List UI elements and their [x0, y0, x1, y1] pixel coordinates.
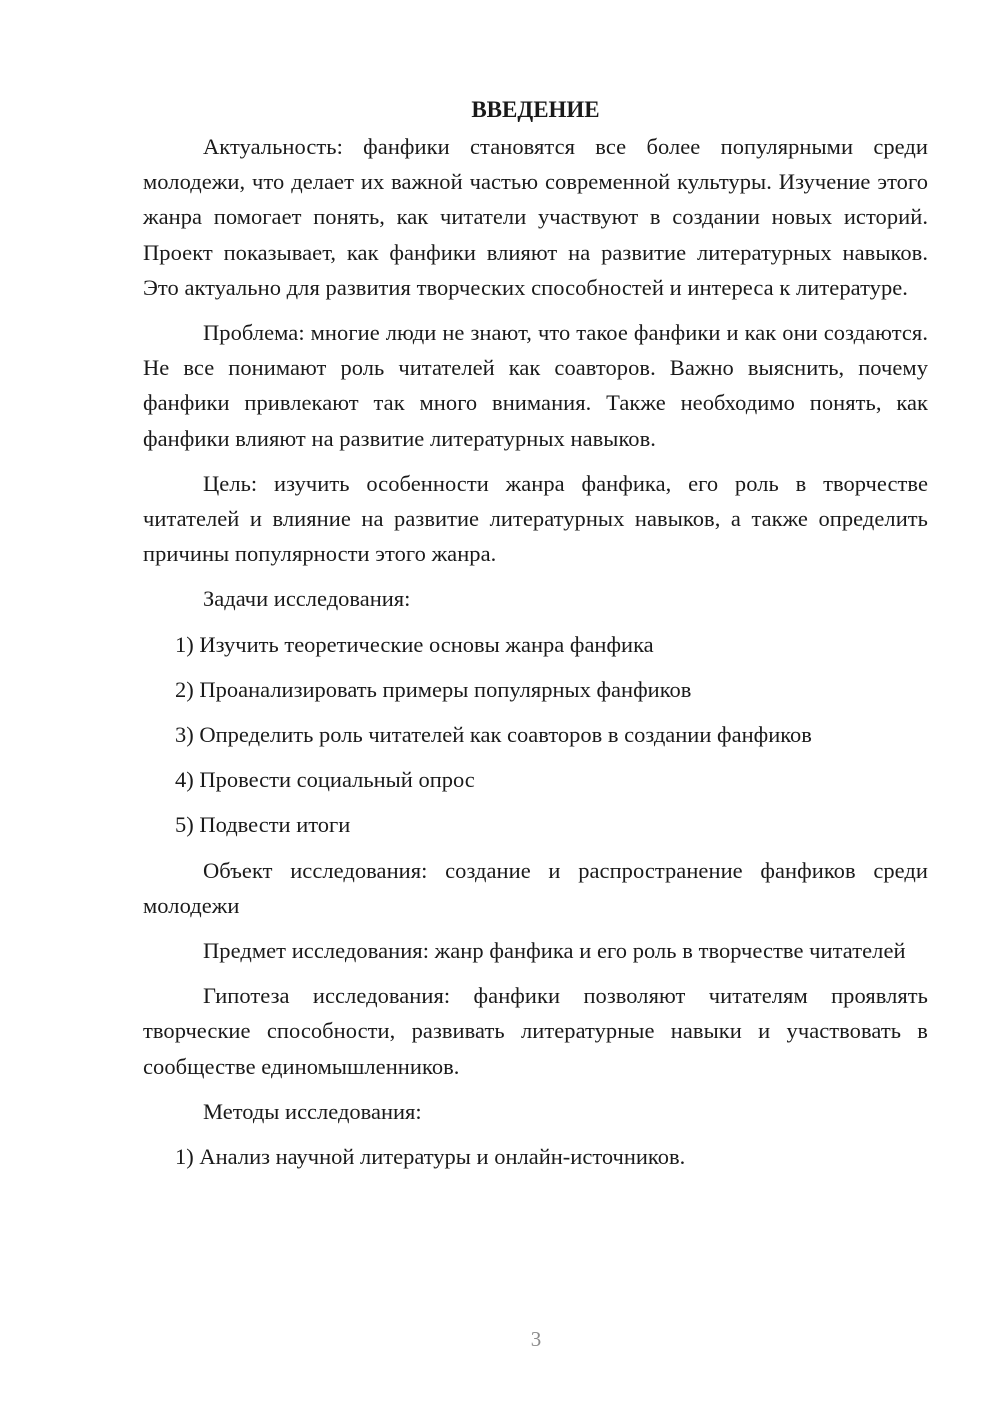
problem-paragraph: Проблема: многие люди не знают, что такое фанфики и как они создаются. Не все понимают роль читателей как соавторов. Важно выяснить, почему фанфики привлекают так много внимания. Также необходимо понять, как фанфики влияют на развитие литературных навыков.: [143, 320, 928, 451]
goal-paragraph: Цель: изучить особенности жанра фанфика, его роль в творчестве читателей и влияние на развитие литературных навыков, а также определить причины популярности этого жанра.: [143, 470, 928, 567]
list-item: 1) Анализ научной литературы и онлайн-источников.: [175, 1144, 686, 1170]
list-item: 4) Провести социальный опрос: [175, 767, 475, 793]
relevance-paragraph: Актуальность: фанфики становятся все более популярными среди молодежи, что делает их важной частью современной культуры. Изучение этого жанра помогает понять, как читатели участвуют в создании новых историй. Проект показывает, как фанфики влияют на развитие литературных навыков. Это актуально для развития творческих способностей и интереса к литературе.: [143, 134, 928, 300]
subject-paragraph: Предмет исследования: жанр фанфика и его роль в творчестве читателей: [203, 938, 906, 964]
hypothesis-paragraph: Гипотеза исследования: фанфики позволяют читателям проявлять творческие способности, развивать литературные навыки и участвовать в сообществе единомышленников.: [143, 983, 928, 1079]
list-item: 1) Изучить теоретические основы жанра фанфика: [175, 631, 654, 657]
methods-list: [143, 1139, 928, 1174]
page-title: ВВЕДЕНИЕ: [471, 97, 600, 122]
tasks-list: [143, 627, 928, 843]
list-item: 5) Подвести итоги: [175, 812, 351, 838]
page-number: 3: [530, 1327, 542, 1351]
list-item: 2) Проанализировать примеры популярных фанфиков: [175, 676, 692, 702]
object-paragraph: Объект исследования: создание и распространение фанфиков среди молодежи: [143, 857, 928, 918]
tasks-heading: Задачи исследования:: [203, 586, 411, 612]
methods-heading: Методы исследования:: [203, 1098, 422, 1124]
document-page: [143, 92, 928, 1184]
list-item: 3) Определить роль читателей как соавторов в создании фанфиков: [175, 722, 812, 748]
